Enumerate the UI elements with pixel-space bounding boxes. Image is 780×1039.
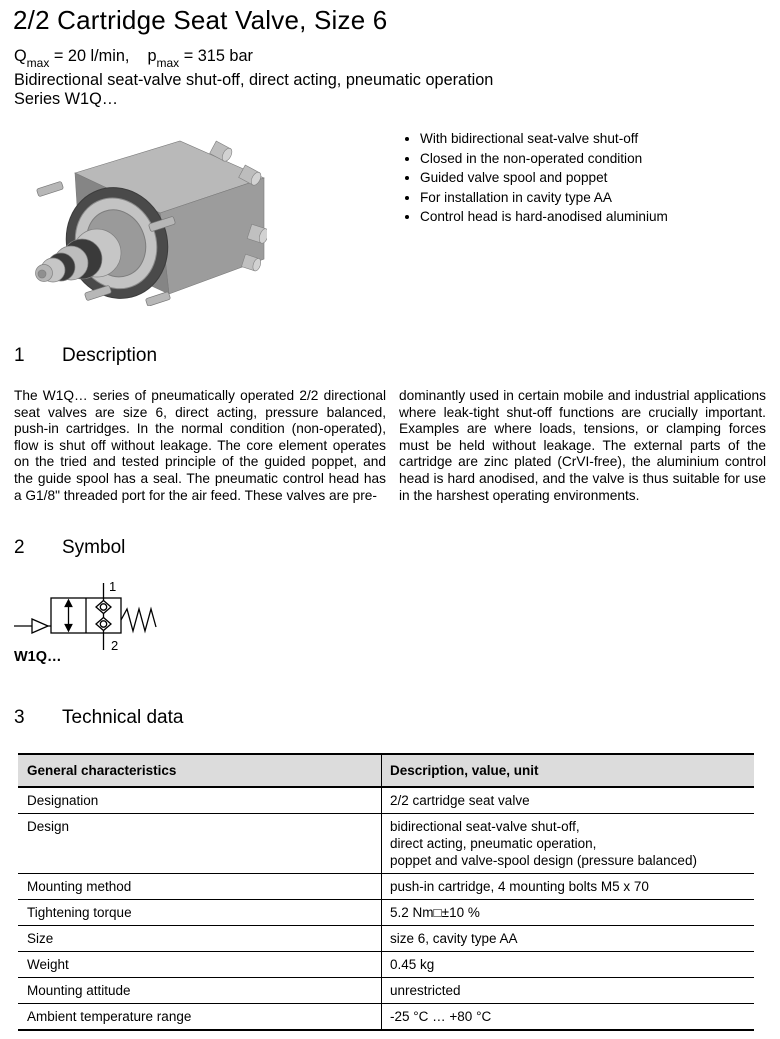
port-label-2: 2 xyxy=(111,638,119,653)
feature-list xyxy=(406,129,766,227)
characteristic-label: Mounting attitude xyxy=(18,978,382,1003)
tech-table-rows xyxy=(18,788,754,1031)
feature-item: • Closed in the non-operated condition xyxy=(420,149,766,169)
qmax-spec: $Q_{max} = 20$ l/min, xyxy=(14,47,130,71)
characteristic-value: 2/2 cartridge seat valve xyxy=(390,793,530,808)
characteristic-label: Tightening torque xyxy=(18,900,382,925)
product-image xyxy=(12,131,267,306)
table-row xyxy=(18,900,754,926)
characteristic-label: Designation xyxy=(18,788,382,813)
feature-item: • For installation in cavity type AA xyxy=(420,188,766,208)
page-title: 2/2 Cartridge Seat Valve, Size 6 xyxy=(13,5,388,35)
subtitle-block xyxy=(14,47,493,109)
characteristic-value: push-in cartridge, 4 mounting bolts M5 x 70 xyxy=(390,879,649,894)
characteristic-value: bidirectional seat-valve shut-off, direct acting, pneumatic operation, poppet and valve-spool design (pressure balanced) xyxy=(390,819,697,868)
symbol-caption: W1Q… xyxy=(14,649,62,665)
characteristic-value: unrestricted xyxy=(390,983,461,998)
section-heading-description xyxy=(14,345,157,367)
table-row xyxy=(18,788,754,814)
characteristic-label: Design xyxy=(18,814,382,873)
table-header-description: Description, value, unit xyxy=(390,763,539,778)
series-line: Series W1Q… xyxy=(14,90,119,109)
characteristic-value: 5.2 Nm□±10 % xyxy=(390,905,480,920)
description-column-left: The W1Q… series of pneumatically operated 2/2 directional seat valves are size 6, direct acting, pressure balanced, push-in cartridges. In the normal condition (non-operated), flow is shut off without leakage. The core element operates on the tried and tested principle of the guided poppet, and the guide spool has a seal. The pneumatic control head has a G1/8" threaded port for the air feed. These valves are pre- xyxy=(14,388,386,503)
section-number: 3 xyxy=(14,707,25,728)
characteristic-label: Size xyxy=(18,926,382,951)
section-title: Description xyxy=(62,345,158,366)
characteristic-label: Mounting method xyxy=(18,874,382,899)
feature-item: • With bidirectional seat-valve shut-off xyxy=(420,129,766,149)
characteristic-value: size 6, cavity type AA xyxy=(390,931,518,946)
characteristic-value: -25 °C … +80 °C xyxy=(390,1009,492,1024)
feature-item: • Control head is hard-anodised aluminium xyxy=(420,207,766,227)
table-row xyxy=(18,926,754,952)
feature-item: • Guided valve spool and poppet xyxy=(420,168,766,188)
table-row xyxy=(18,978,754,1004)
section-number: 2 xyxy=(14,537,25,558)
section-heading-technical-data xyxy=(14,707,183,729)
feature-list-block xyxy=(406,129,766,227)
subtitle-line: Bidirectional seat-valve shut-off, direct acting, pneumatic operation xyxy=(14,71,494,90)
table-header-general: General characteristics xyxy=(18,755,382,786)
characteristic-label: Weight xyxy=(18,952,382,977)
table-row xyxy=(18,952,754,978)
port-label-1: 1 xyxy=(109,580,117,594)
characteristic-value: 0.45 kg xyxy=(390,957,435,972)
pmax-spec: $p_{max} = 315$ bar xyxy=(147,47,253,71)
table-row xyxy=(18,874,754,900)
valve-symbol-diagram xyxy=(12,580,182,655)
characteristic-label: Ambient temperature range xyxy=(18,1004,382,1029)
technical-data-table xyxy=(18,753,754,1031)
description-column-right: dominantly used in certain mobile and industrial applications where leak-tight shut-off functions are crucially important. Examples are where loads, tensions, or clamping forces must be held without leakage. The external parts of the cartridge are zinc plated (CrVI-free), the aluminium control head is hard anodised, and the valve is thus suitable for use in the harshest operating environments. xyxy=(399,388,766,503)
spec-line xyxy=(14,47,493,71)
table-row xyxy=(18,814,754,874)
section-heading-symbol xyxy=(14,537,125,559)
table-header-row xyxy=(18,755,754,788)
table-row xyxy=(18,1004,754,1031)
section-number: 1 xyxy=(14,345,25,366)
section-title: Technical data xyxy=(62,707,184,728)
section-title: Symbol xyxy=(62,537,126,558)
